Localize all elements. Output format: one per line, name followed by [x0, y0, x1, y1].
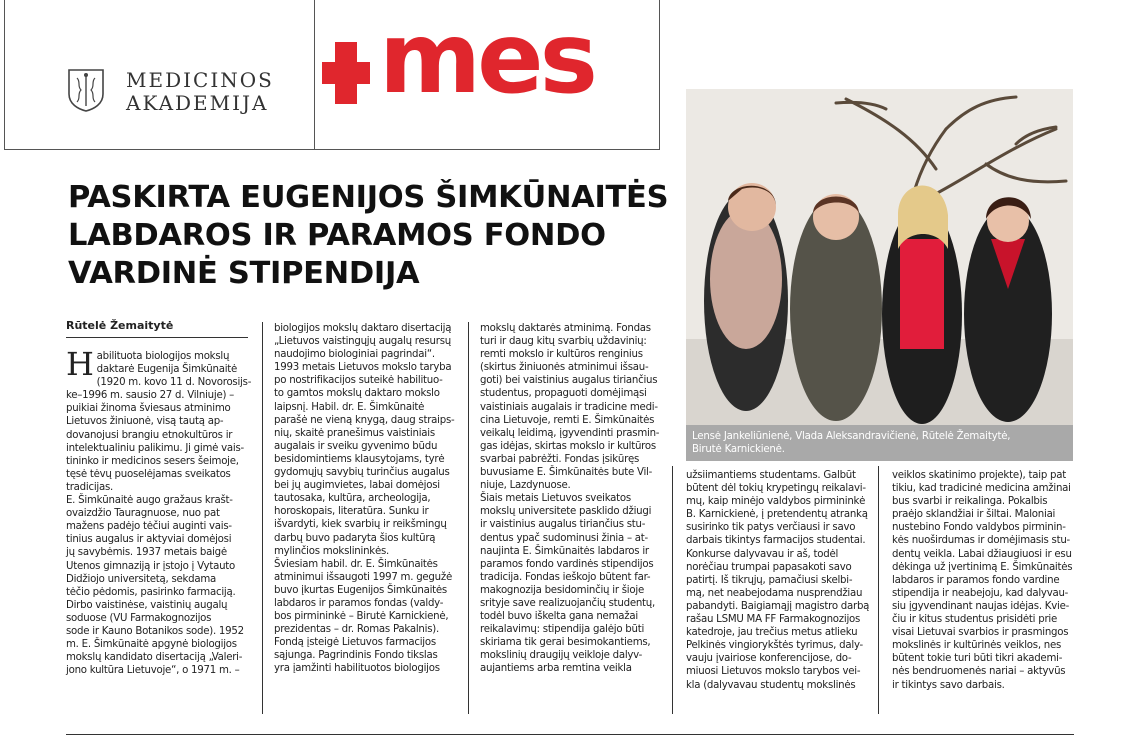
column-divider	[878, 466, 879, 714]
text-line: intelektualiniu palikimu. Ji gimė vais-	[66, 442, 244, 454]
text-line: Lietuvos žiniuonė, visą tautą ap-	[66, 416, 224, 428]
text-line: rašau LSMU MA FF Farmakognozijos	[686, 614, 861, 626]
text-line: užsiimantiems studentams. Galbūt	[686, 470, 856, 481]
text-line: Utenos gimnaziją ir įstojo į Vytauto	[66, 560, 236, 572]
text-line: 1993 metais Lietuvos mokslo taryba	[274, 362, 452, 374]
text-line: biologijos mokslų daktaro disertaciją	[274, 323, 452, 334]
text-line: dėkinga už įvertinimą E. Šimkūnaitės	[892, 561, 1073, 573]
photo-illustration	[686, 89, 1073, 425]
academy-logo-text	[126, 69, 286, 115]
text-line: tęsė tėvų puoselėjamas sveikatos	[66, 468, 231, 480]
column-divider	[672, 466, 673, 714]
text-line: kla (dalyvavau studentų mokslinės	[686, 679, 856, 691]
text-line: būtent tokie turi būti tikri akademi-	[892, 653, 1063, 665]
text-line: atminimui išsaugoti 1997 m. gegužė	[274, 571, 452, 583]
text-line: siu įgyvendinant naujas idėjas. Kvie-	[892, 600, 1070, 612]
text-line: nės bendruomenės nariai – aktyvūs	[892, 666, 1066, 678]
text-line: vaistiniais augalais ir tradicine medi-	[480, 401, 658, 413]
text-line: sąjunga. Pagrindinis Fondo tikslas	[274, 650, 438, 662]
text-line: paramos fondo vardinės stipendijos	[480, 558, 654, 570]
text-line: gydomųjų savybių turinčius augalus	[274, 467, 450, 479]
text-line: ir vaistinius augalus tiriančius stu-	[480, 519, 646, 531]
text-line: mažens padėjo tėčiui auginti vais-	[66, 521, 232, 533]
article-headline	[68, 179, 668, 293]
text-line: reikalavimų: stipendija galėjo būti	[480, 624, 645, 636]
text-line: išvardyti, kiek svarbių ir reikšmingų	[274, 519, 447, 531]
caption-line: Birutė Karnickienė.	[692, 444, 785, 456]
text-line: to gamtos mokslų daktaro mokslo	[274, 388, 440, 400]
text-line: mų, kaip minėjo valdybos pirmininkė	[686, 496, 866, 508]
photo-caption	[692, 430, 1067, 456]
drop-cap: H	[66, 345, 94, 383]
headline-line: PASKIRTA EUGENIJOS ŠIMKŪNAITĖS	[68, 180, 669, 215]
text-line: tradicija. Fondas ieškojo būtent far-	[480, 571, 651, 583]
text-line: augalais ir sveiku gyvenimo būdu	[274, 440, 438, 452]
text-line: mokslų kandidato disertaciją „Valeri-	[66, 652, 243, 664]
text-line: pabandyti. Baigiamąjį magistro darbą	[686, 600, 870, 612]
text-line: tinius augalus ir aktyviai domėjosi	[66, 534, 232, 546]
text-line: buvusiame E. Šimkūnaitės bute Vil-	[480, 467, 653, 479]
text-line: abilituota biologijos mokslų	[96, 351, 230, 362]
text-line: naudojimo biologiniai pagrindai“.	[274, 349, 435, 361]
text-line: mokslų daktarės atminimą. Fondas	[480, 323, 651, 334]
logo-line-2: AKADEMIJA	[126, 91, 269, 115]
text-line: remti mokslo ir kultūros renginius	[480, 349, 643, 361]
group-photo	[686, 89, 1073, 425]
text-line: veiklos skatinimo projekte), taip pat	[892, 470, 1067, 481]
text-line: po nostrifikacijos suteikė habilituo-	[274, 375, 443, 387]
text-line: gas idėjas, skirtas mokslo ir kultūros	[480, 440, 656, 452]
text-line: turi ir daug kitų svarbių uždavinių:	[480, 336, 647, 348]
text-line: dentų veikla. Labai džiaugiuosi ir esu	[892, 548, 1072, 560]
text-line: buvo įkurtas Eugenijos Šimkūnaitės	[274, 584, 447, 596]
text-line: mą, net neabejodama nusprendžiau	[686, 587, 863, 599]
logo-line-1: MEDICINOS	[126, 68, 274, 92]
text-line: studentus, propaguoti domėjimąsi	[480, 388, 647, 400]
text-line: horoskopais, literatūra. Sunku ir	[274, 506, 429, 518]
text-line: Šiais metais Lietuvos sveikatos	[480, 493, 631, 505]
text-line: labdaros ir paramos fondas (valdy-	[274, 597, 444, 609]
text-column-4	[686, 469, 872, 692]
masthead-divider	[314, 0, 315, 150]
text-line: labdaros ir paramos fondo vardine	[892, 574, 1060, 586]
text-line: darbų buvo padaryta šios kultūrą	[274, 532, 436, 544]
text-line: Fondą įsteigė Lietuvos farmacijos	[274, 637, 436, 649]
text-line: tėčio pėdomis, pasirinko farmaciją.	[66, 586, 236, 598]
text-line: niuje, Lazdynuose.	[480, 480, 571, 492]
text-line: mokslinės ir kultūrinės veiklos, nes	[892, 640, 1062, 652]
caption-line: Lensė Jankeliūnienė, Vlada Aleksandravičienė, Rūtelė Žemaitytė,	[692, 431, 1011, 442]
text-line: miuosi Lietuvos mokslo tarybos vei-	[686, 666, 861, 678]
text-line: mokslų universitete pasklido džiugi	[480, 506, 652, 518]
text-line: patirtį. Iš tikrųjų, pamačiusi skelbi-	[686, 574, 853, 586]
text-line: nustebino Fondo valdybos pirminin-	[892, 522, 1066, 534]
text-line: susirinko tik patys verčiausi ir savo	[686, 522, 856, 534]
text-line: todėl buvo iškelta gana nemažai	[480, 611, 638, 623]
text-line: Pelkinės vingiorykštės tyrimus, daly-	[686, 640, 863, 652]
academy-seal-icon	[67, 68, 105, 112]
text-line: skiriama tik gerai besimokantiems,	[480, 637, 651, 649]
text-line: makognozija besidominčių ir šioje	[480, 584, 644, 596]
text-line: puikiai žinoma šviesaus atminimo	[66, 403, 231, 415]
text-line: dovanojusi brangiu etnokultūros ir	[66, 429, 233, 441]
column-divider	[468, 322, 469, 714]
text-column-2	[274, 322, 464, 676]
text-line: darbais tikintys farmacijos studentai.	[686, 535, 866, 547]
text-line: aujantiems arba remtina veikla	[480, 663, 632, 675]
text-line: Konkurse dalyvavau ir aš, todėl	[686, 548, 839, 560]
text-line: praėjo sklandžiai ir šiltai. Maloniai	[892, 509, 1056, 521]
text-line: stipendija ir neabejoju, kad dalyvau-	[892, 587, 1069, 599]
text-line: katedroje, jau trečius metus atlieku	[686, 627, 858, 639]
article-author: Rūtelė Žemaitytė	[66, 319, 174, 332]
text-line: tininko ir medicinos sesers šeimoje,	[66, 455, 239, 467]
text-line: veikalų leidimą, įgyvendinti prasmin-	[480, 427, 660, 439]
text-column-3	[480, 322, 670, 676]
text-line: tautosaka, kultūra, archeologija,	[274, 493, 431, 505]
text-line: jono kultūra Lietuvoje“, o 1971 m. –	[66, 665, 240, 677]
text-line: parašė ne vieną knygą, daug straips-	[274, 414, 455, 426]
text-line: čiu ir kitus studentus prisidėti prie	[892, 614, 1057, 626]
text-line: besidomintiems klausytojams, tyrė	[274, 453, 445, 465]
text-line: srityje save realizuojančių studentų,	[480, 597, 655, 609]
text-line: Didžiojo universitetą, sekdama	[66, 573, 217, 585]
bottom-divider	[66, 734, 1074, 735]
text-line: visai Lietuvai svarbios ir prasmingos	[892, 627, 1069, 639]
text-line: Dirbo vaistinėse, vaistinių augalų	[66, 599, 228, 611]
plus-icon	[322, 42, 370, 104]
text-line: yra įamžinti habilituotos biologijos	[274, 663, 440, 675]
text-column-1	[66, 345, 252, 677]
text-line: jų savybėmis. 1937 metais baigė	[66, 547, 227, 559]
text-line: tikiu, kad tradicinė medicina amžinai	[892, 483, 1071, 495]
section-word: mes	[379, 2, 594, 116]
text-line: mylinčios mokslininkės.	[274, 545, 390, 557]
author-divider	[66, 337, 248, 338]
text-line: dentus ypač sudominusi žinia – at-	[480, 532, 648, 544]
text-line: B. Karnickienė, į pretendentų atranką	[686, 509, 868, 521]
text-line: laipsnį. Habil. dr. E. Šimkūnaitė	[274, 401, 425, 413]
text-line: prezidentas – dr. Romas Pakalnis).	[274, 624, 439, 636]
text-line: ke–1996 m. sausio 27 d. Vilniuje) –	[66, 390, 235, 402]
headline-line: LABDAROS IR PARAMOS FONDO	[68, 218, 606, 253]
text-column-5	[892, 469, 1076, 692]
text-line: daktarė Eugenija Šimkūnaitė	[96, 364, 238, 376]
text-line: vauju įvairiose konferencijose, do-	[686, 653, 852, 665]
text-line: cina Lietuvoje, remti E. Šimkūnaitės	[480, 414, 655, 426]
text-line: bus svarbi ir reikalinga. Pokalbis	[892, 496, 1048, 508]
text-line: tradicijas.	[66, 481, 114, 493]
text-line: E. Šimkūnaitė augo gražaus krašt-	[66, 495, 233, 507]
text-line: norėčiau trumpai papasakoti savo	[686, 561, 852, 573]
headline-line: VARDINĖ STIPENDIJA	[68, 256, 420, 291]
text-line: nių, skaitė pranešimus vaistiniais	[274, 427, 435, 439]
text-line: ovaizdžio Tauragnuose, nuo pat	[66, 508, 220, 520]
text-line: Šviesiam habil. dr. E. Šimkūnaitės	[274, 558, 438, 570]
text-line: mokslinių draugijų veikloje dalyv-	[480, 650, 643, 662]
text-line: soduose (VU Farmakognozijos	[66, 612, 212, 624]
text-line: (1920 m. kovo 11 d. Novorosijs-	[96, 377, 252, 389]
text-line: bos pirmininkė – Birutė Karnickienė,	[274, 611, 449, 623]
text-line: (skirtus žiniuonės atminimui išsau-	[480, 362, 649, 374]
text-line: svarbai pabrėžti. Fondas įsikūręs	[480, 453, 640, 465]
text-line: sode ir Kauno Botanikos sode). 1952	[66, 625, 244, 637]
column-divider	[262, 322, 263, 714]
text-line: goti) bei vaistinius augalus tiriančius	[480, 375, 658, 387]
text-line: bei jų augimvietes, labai domėjosi	[274, 480, 440, 492]
text-line: būtent dėl tokių krypetingų reikalavi-	[686, 483, 866, 495]
text-line: naujinta E. Šimkūnaitės labdaros ir	[480, 545, 649, 557]
text-line: ir tikintys savo darbais.	[892, 679, 1005, 691]
text-line: m. E. Šimkūnaitė apgynė biologijos	[66, 639, 237, 651]
text-line: „Lietuvos vaistingųjų augalų resursų	[274, 336, 451, 348]
text-line: kės nuoširdumas ir domėjimasis stu-	[892, 535, 1070, 547]
